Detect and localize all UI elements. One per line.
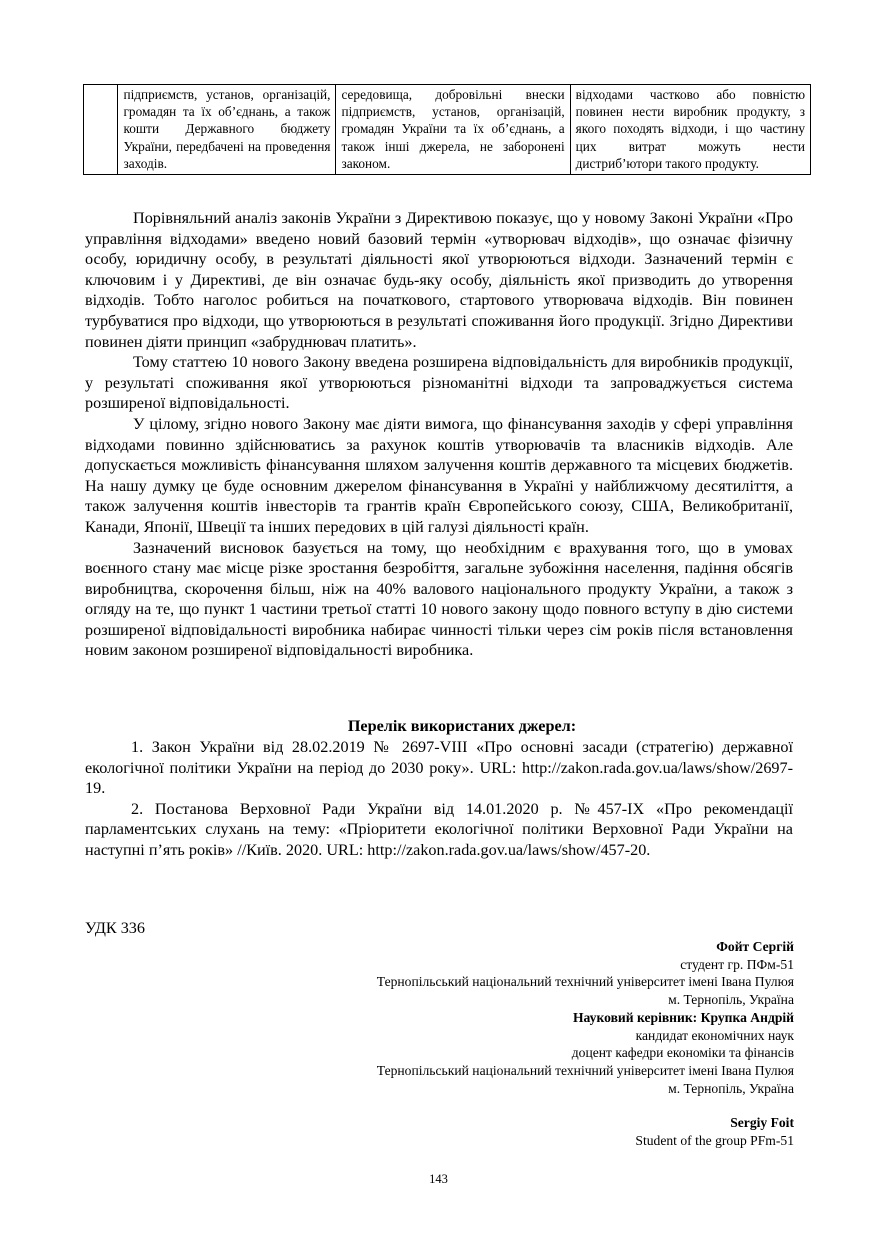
- author-group: студент гр. ПФм-51: [680, 956, 794, 972]
- supervisor-degree: кандидат економічних наук: [635, 1027, 794, 1043]
- table-cell-ukraine-law-old: підприємств, установ, організацій, громадян та їх об’єднань, а також кошти Державного бюджету України, передбачені на проведення заходів.: [118, 85, 336, 175]
- author-university: Тернопільський національний технічний університет імені Івана Пулюя: [376, 974, 794, 990]
- paragraph: У цілому, згідно нового Закону має діяти вимога, що фінансування заходів у сфері управління відходами повинно здійснюватись за рахунок коштів утворювачів та власників відходів. Але допускається можливість фінансування шляхом залучення коштів державного та місцевих бюджетів. На нашу думку це буде основним джерелом фінансування в Україні у найближчому десятиліття, а також залучення коштів інвесторів та грантів країн Європейського союзу, США, Великобританії, Канади, Японії, Швеції та інших передових в цій галузі діяльності країн.: [85, 414, 793, 536]
- table-row: [84, 85, 811, 175]
- table-cell-ukraine-law-new: середовища, добровільні внески підприємств, установ, організацій, громадян України та їх об’єднань, а також інші джерела, не заборонені законом.: [336, 85, 570, 175]
- paragraph: Порівняльний аналіз законів України з Директивою показує, що у новому Законі України «Про управління відходами» введено новий базовий термін «утворювач відходів», що означає фізичну особу, юридичну особу, в результаті діяльності якої утворюються відходи. Зазначений термін є ключовим і у Директиві, де він означає будь-яку особу, діяльність якої призводить до утворення відходів. Тобто наголос робиться на початкового, стартового утворювача відходів. Він повинен турбуватися про відходи, що утворюються в результаті споживання його продукції. Згідно Директиви повинен діяти принцип «забруднювач платить».: [85, 209, 793, 351]
- page-number: 143: [429, 1172, 448, 1186]
- supervisor-label: Науковий керівник: Крупка Андрій: [572, 1009, 794, 1025]
- author-city: м. Тернопіль, Україна: [668, 992, 794, 1008]
- supervisor-city: м. Тернопіль, Україна: [668, 1080, 794, 1096]
- table-cell-eu-directive: відходами частково або повністю повинен нести виробник продукту, з якого походять відходи, і що частину цих витрат можуть нести дистриб’ютори такого продукту.: [570, 85, 810, 175]
- author-name-en: Sergiy Foit: [730, 1115, 794, 1131]
- udk-code: УДК 336: [85, 919, 145, 937]
- supervisor-position: доцент кафедри економіки та фінансів: [571, 1045, 794, 1061]
- author-block: [194, 938, 794, 1150]
- author-name: Фойт Сергій: [716, 939, 794, 954]
- reference-item: 1. Закон України від 28.02.2019 № 2697-VIII «Про основні засади (стратегію) державної екологічної політики України на період до 2030 року». URL: http://zakon.rada.gov.ua/laws/show/2697-19.: [85, 738, 793, 798]
- author-group-en: Student of the group PFm-51: [635, 1133, 794, 1149]
- reference-item: 2. Постанова Верховної Ради України від 14.01.2020 р. №457-ІХ «Про рекомендації парламентських слухань на тему: «Пріоритети екологічної політики Верховної Ради України на наступні п’ять років» //Київ. 2020. URL: http://zakon.rada.gov.ua/laws/show/457-20.: [85, 799, 793, 859]
- references-list: [85, 737, 793, 861]
- supervisor-university: Тернопільський національний технічний університет імені Івана Пулюя: [376, 1062, 794, 1078]
- financing-comparison-table: [83, 84, 811, 175]
- references-title: Перелік використаних джерел:: [347, 717, 577, 735]
- paragraph: Тому статтею 10 нового Закону введена розширена відповідальність для виробників продукції, у результаті споживання якої утворюються різноманітні відходи та запроваджується система розширеної відповідальності.: [85, 353, 793, 413]
- body-text: [85, 208, 793, 661]
- paragraph: Зазначений висновок базується на тому, що необхідним є врахування того, що в умовах воєнного стану має місце різке зростання безробіття, загальне зубожіння населення, падіння обсягів виробництва, скорочення більш, ніж на 40% валового національного продукту України, а також з огляду на те, що пункт 1 частини третьої статті 10 нового закону щодо повного вступу в дію системи розширеної відповідальності виробника набирає чинності тільки через сім років після встановлення новим законом розширеної відповідальності виробника.: [85, 538, 793, 660]
- table-cell-empty: [84, 85, 118, 175]
